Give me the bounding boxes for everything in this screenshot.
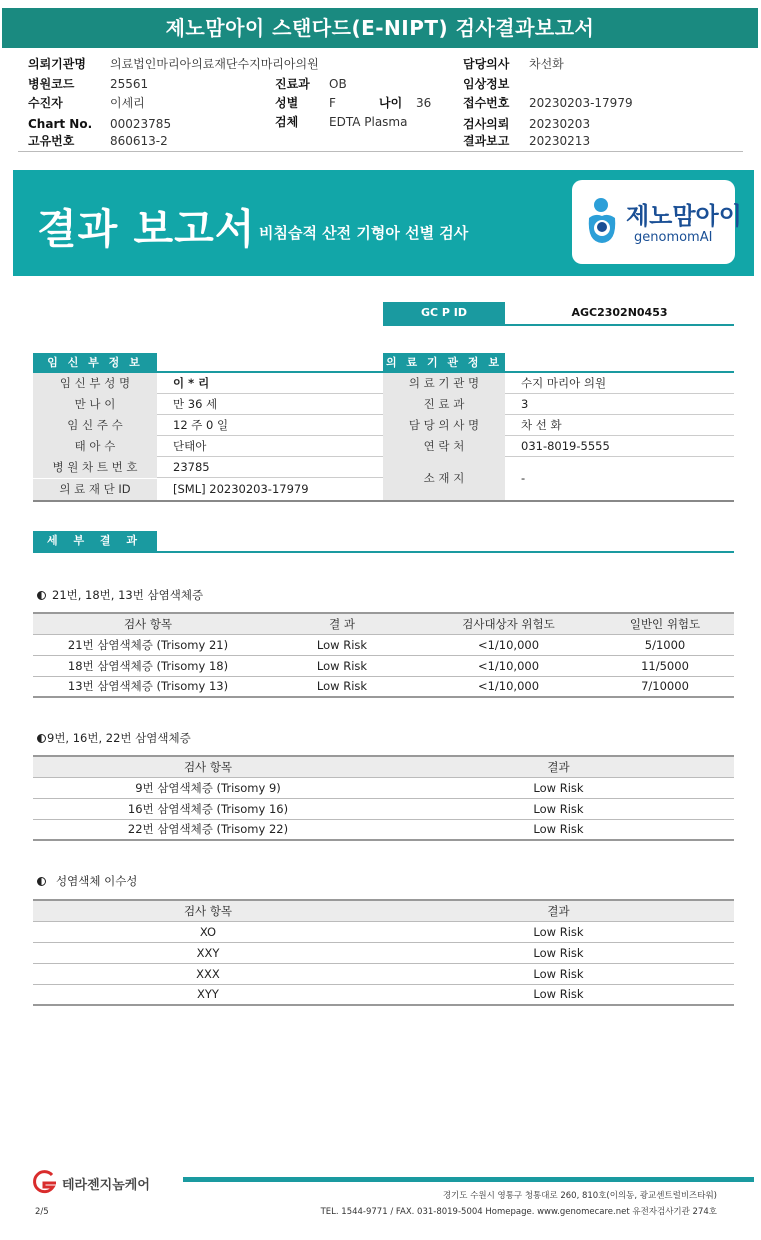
header-value: 25561 bbox=[110, 77, 149, 91]
table-cell: Low Risk bbox=[263, 676, 421, 697]
company-g-icon bbox=[30, 1170, 60, 1194]
detail-results-tab: 세 부 결 과 bbox=[33, 531, 157, 551]
header-label: 나이 bbox=[379, 96, 403, 110]
info-value: 23785 bbox=[173, 460, 210, 474]
logo-english: genomomAI bbox=[634, 230, 713, 245]
footer-contact: TEL. 1544-9771 / FAX. 031-8019-5004 Homepage. www.genomecare.net 유전자검사기관 274호 bbox=[320, 1207, 717, 1217]
table-row bbox=[33, 655, 734, 676]
clinic-info-row bbox=[383, 436, 734, 457]
banner-subtitle: 비침습적 산전 기형아 선별 검사 bbox=[259, 224, 469, 242]
header-value: F bbox=[329, 96, 336, 110]
gcp-id-box bbox=[383, 302, 734, 326]
table-cell: Low Risk bbox=[383, 984, 734, 1005]
info-label: 의 료 재 단 ID bbox=[33, 479, 157, 500]
header-label: 진료과 bbox=[275, 77, 310, 91]
pregnant-info-row bbox=[33, 373, 383, 394]
table-cell: Low Risk bbox=[263, 655, 421, 676]
table-row bbox=[33, 798, 734, 819]
table-cell: 11/5000 bbox=[596, 655, 734, 676]
header-label: 검체 bbox=[275, 115, 299, 129]
header-value: 36 bbox=[416, 96, 432, 110]
table-cell: 5/1000 bbox=[596, 634, 734, 655]
header-value: EDTA Plasma bbox=[329, 115, 408, 129]
footer-company-logo bbox=[30, 1170, 180, 1194]
table-row bbox=[33, 921, 734, 942]
brand-logo bbox=[572, 180, 742, 264]
header-value: OB bbox=[329, 77, 347, 91]
info-label: 진 료 과 bbox=[383, 394, 505, 415]
table-cell: 21번 삼염색체증 (Trisomy 21) bbox=[33, 634, 263, 655]
clinic-info-row bbox=[383, 415, 734, 436]
column-header: 결과 bbox=[383, 900, 734, 921]
table-row bbox=[33, 819, 734, 840]
half-circle-icon bbox=[37, 591, 46, 600]
column-header: 결과 bbox=[383, 756, 734, 777]
table-row bbox=[33, 634, 734, 655]
table-cell: 22번 삼염색체증 (Trisomy 22) bbox=[33, 819, 383, 840]
pregnant-info-row bbox=[33, 415, 383, 436]
table-cell: 16번 삼염색체증 (Trisomy 16) bbox=[33, 798, 383, 819]
detail-results-line bbox=[33, 551, 734, 553]
gcp-id-label: GC P ID bbox=[383, 302, 505, 324]
header-label: 병원코드 bbox=[28, 77, 75, 91]
header-label: 검사의뢰 bbox=[463, 117, 510, 131]
info-label: 임 신 주 수 bbox=[33, 415, 157, 436]
header-label: 수진자 bbox=[28, 96, 63, 110]
table-cell: 18번 삼염색체증 (Trisomy 18) bbox=[33, 655, 263, 676]
trisomy-21-18-13-table bbox=[33, 612, 734, 698]
table-cell: <1/10,000 bbox=[421, 655, 596, 676]
info-label: 연 락 처 bbox=[383, 436, 505, 457]
gcp-id-value: AGC2302N0453 bbox=[571, 306, 668, 319]
header-label: 담당의사 bbox=[463, 57, 510, 71]
column-header: 검사 항목 bbox=[33, 756, 383, 777]
info-value: 단태아 bbox=[173, 439, 207, 453]
column-header: 검사 항목 bbox=[33, 900, 383, 921]
pregnant-info-row bbox=[33, 479, 383, 500]
table-row bbox=[33, 984, 734, 1005]
section3-title: 성염색체 이수성 bbox=[37, 873, 137, 889]
column-header: 결 과 bbox=[263, 613, 421, 634]
header-label: Chart No. bbox=[28, 117, 93, 131]
info-value: - bbox=[521, 471, 526, 485]
table-cell: 13번 삼염색체증 (Trisomy 13) bbox=[33, 676, 263, 697]
table-header-row bbox=[33, 613, 734, 634]
info-value: 수지 마리아 의원 bbox=[521, 376, 607, 390]
info-label: 임 신 부 성 명 bbox=[33, 373, 157, 394]
info-value: 이 * 리 bbox=[173, 376, 210, 390]
table-bottom-border bbox=[33, 500, 383, 502]
header-label: 고유번호 bbox=[28, 134, 75, 148]
header-value: 860613-2 bbox=[110, 134, 168, 148]
sex-chromosome-table bbox=[33, 899, 734, 1006]
column-header: 검사 항목 bbox=[33, 613, 263, 634]
table-row bbox=[33, 676, 734, 697]
header-value: 이세리 bbox=[110, 96, 145, 110]
report-title: 제노맘아이 스탠다드(E-NIPT) 검사결과보고서 bbox=[2, 8, 758, 48]
half-circle-icon bbox=[37, 734, 46, 743]
table-cell: Low Risk bbox=[383, 963, 734, 984]
clinic-info-row bbox=[383, 373, 734, 394]
info-label: 의 료 기 관 명 bbox=[383, 373, 505, 394]
table-cell: 9번 삼염색체증 (Trisomy 9) bbox=[33, 777, 383, 798]
table-row bbox=[33, 942, 734, 963]
table-header-row bbox=[33, 900, 734, 921]
page-number: 2/5 bbox=[35, 1207, 49, 1217]
header-label: 결과보고 bbox=[463, 134, 510, 148]
info-label: 소 재 지 bbox=[383, 457, 505, 500]
table-cell: Low Risk bbox=[383, 777, 734, 798]
pregnant-info-tab: 임 신 부 정 보 bbox=[33, 353, 157, 373]
header-value: 20230203-17979 bbox=[529, 96, 633, 110]
section1-title: 21번, 18번, 13번 삼염색체증 bbox=[37, 587, 203, 603]
table-header-row bbox=[33, 756, 734, 777]
table-cell: <1/10,000 bbox=[421, 676, 596, 697]
pregnant-info-row bbox=[33, 457, 383, 478]
footer-accent-bar bbox=[183, 1177, 754, 1182]
info-label: 태 아 수 bbox=[33, 436, 157, 457]
info-label: 담 당 의 사 명 bbox=[383, 415, 505, 436]
table-cell: XXX bbox=[33, 963, 383, 984]
info-value: 만 36 세 bbox=[173, 397, 218, 411]
table-cell: <1/10,000 bbox=[421, 634, 596, 655]
table-cell: Low Risk bbox=[383, 798, 734, 819]
header-label: 성별 bbox=[275, 96, 299, 110]
half-circle-icon bbox=[37, 877, 46, 886]
header-label: 접수번호 bbox=[463, 96, 510, 110]
footer-address: 경기도 수원시 영통구 청통대로 260, 810호(이의동, 광교센트럴비즈타워) bbox=[442, 1191, 717, 1201]
table-bottom-border bbox=[383, 500, 734, 502]
table-cell: XXY bbox=[33, 942, 383, 963]
banner-title: 결과 보고서 bbox=[37, 205, 256, 253]
table-row bbox=[33, 963, 734, 984]
table-cell: Low Risk bbox=[263, 634, 421, 655]
header-label: 의뢰기관명 bbox=[28, 57, 86, 71]
column-header: 일반인 위험도 bbox=[596, 613, 734, 634]
header-value: 차선화 bbox=[529, 57, 564, 71]
header-divider bbox=[18, 151, 743, 152]
header-label: 임상정보 bbox=[463, 77, 510, 91]
logo-korean: 제노맘아이 bbox=[626, 202, 742, 230]
table-cell: Low Risk bbox=[383, 942, 734, 963]
info-label: 만 나 이 bbox=[33, 394, 157, 415]
table-cell: XYY bbox=[33, 984, 383, 1005]
table-cell: 7/10000 bbox=[596, 676, 734, 697]
footer-company-name: 테라젠지놈케어 bbox=[62, 1178, 150, 1193]
header-value: 00023785 bbox=[110, 117, 172, 131]
table-cell: Low Risk bbox=[383, 819, 734, 840]
info-label: 병 원 차 트 번 호 bbox=[33, 457, 157, 478]
section2-title: 9번, 16번, 22번 삼염색체증 bbox=[37, 730, 191, 746]
table-cell: XO bbox=[33, 921, 383, 942]
info-value: 차 선 화 bbox=[521, 418, 562, 432]
info-value: 031-8019-5555 bbox=[521, 439, 610, 453]
header-value: 20230213 bbox=[529, 134, 591, 148]
info-value: 3 bbox=[521, 397, 529, 411]
info-value: 12 주 0 일 bbox=[173, 418, 229, 432]
trisomy-9-16-22-table bbox=[33, 755, 734, 841]
table-cell: Low Risk bbox=[383, 921, 734, 942]
pregnant-info-row bbox=[33, 436, 383, 457]
clinic-info-row bbox=[383, 394, 734, 415]
header-value: 의료법인마리아의료재단수지마리아의원 bbox=[110, 57, 319, 71]
report-banner bbox=[13, 170, 754, 276]
table-row bbox=[33, 777, 734, 798]
column-header: 검사대상자 위험도 bbox=[421, 613, 596, 634]
mother-baby-icon bbox=[584, 196, 620, 246]
header-value: 20230203 bbox=[529, 117, 591, 131]
pregnant-info-row bbox=[33, 394, 383, 415]
info-value: [SML] 20230203-17979 bbox=[173, 482, 309, 496]
clinic-info-tab: 의 료 기 관 정 보 bbox=[383, 353, 505, 373]
clinic-info-row bbox=[383, 457, 734, 500]
